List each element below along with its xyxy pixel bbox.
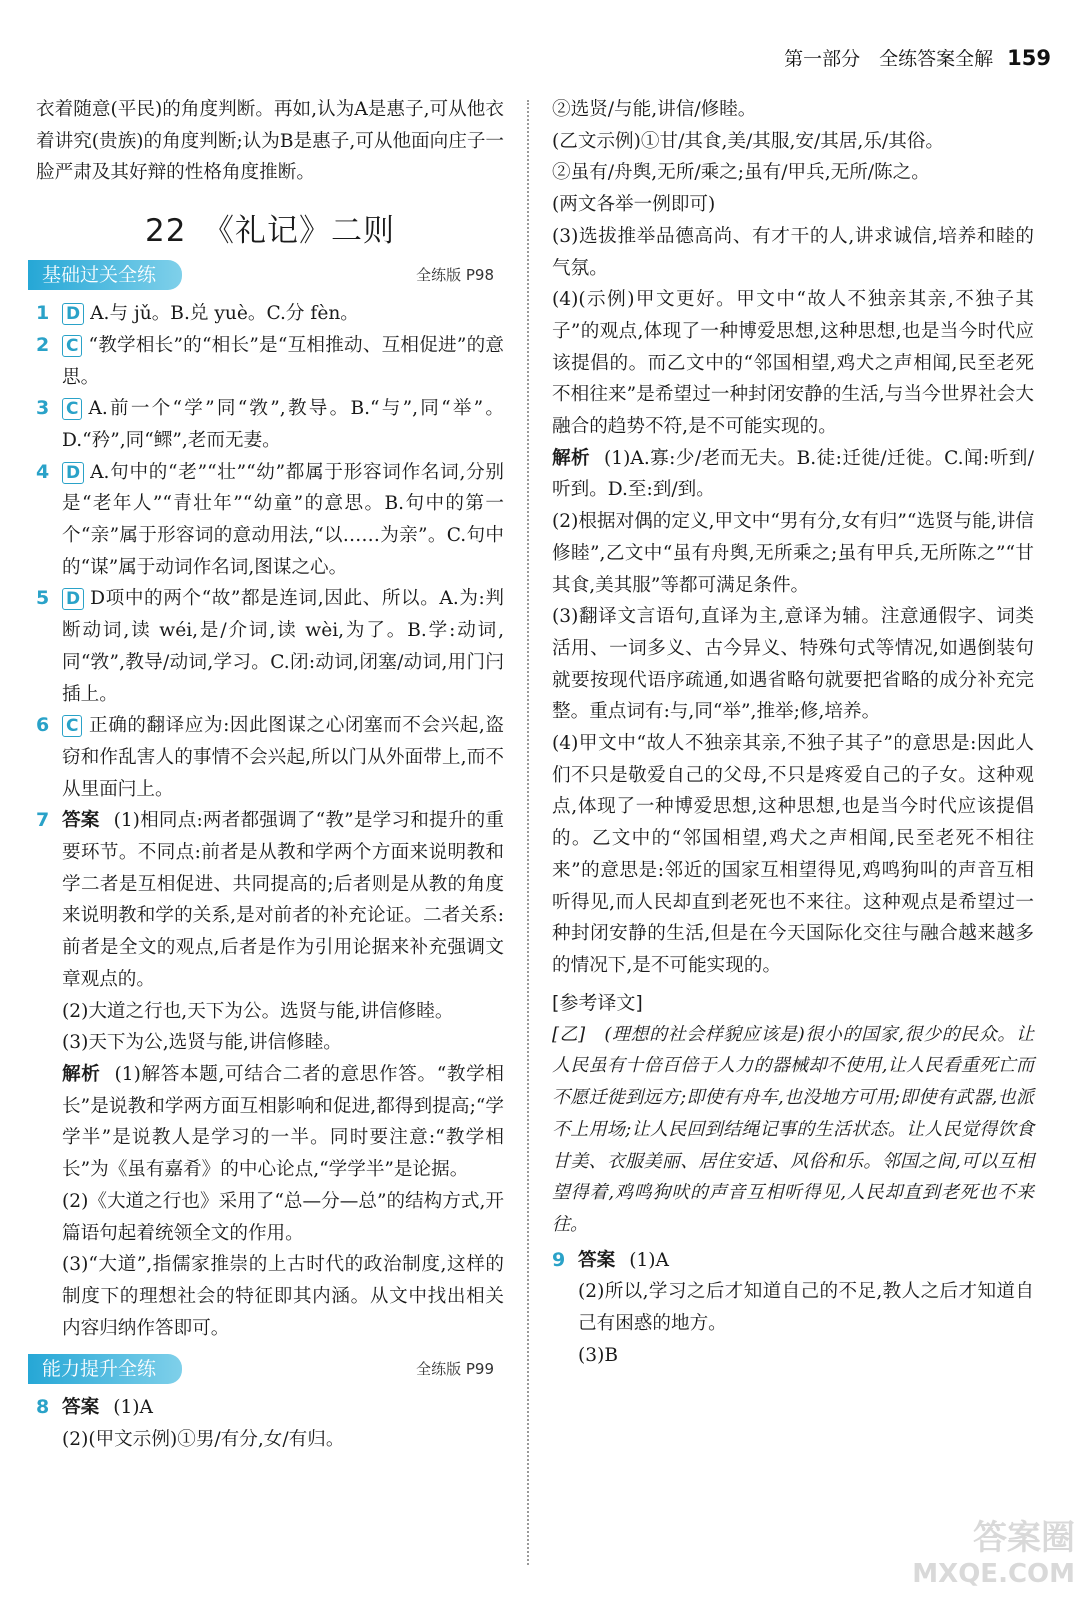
reference-translation-heading: [参考译文] [552,991,643,1014]
analysis-part-1: (1)A.寡:少/老而无夫。B.徒:迁徙/迁徙。C.闻:听到/听到。D.至:到/到。 [552,447,1034,501]
analysis-part-2: (2)《大道之行也》采用了“总—分—总”的结构方式,开篇语句起着统领全文的作用。 [62,1190,504,1244]
reference-translation: [乙] (理想的社会样貌应该是)很小的国家,很少的民众。让人民虽有十倍百倍于人力的器械却不使用,让人民看重死亡而不愿迁徙到远方;即使有舟车,也没地方可用;即使有武器,也派不上用场;让人民回到结绳记事的生活状态。让人民觉得饮食甘美、衣服美丽、居住安适、风俗和乐。邻国之间,可以互相望得着,鸡鸣狗吠的声音互相听得见,人民却直到老死也不来往。 [552,1023,1034,1235]
answer-tag: 答案 [62,810,100,832]
analysis-part-3: (3)“大道”,指儒家推崇的上古时代的政治制度,这样的制度下的理想社会的特征即其内涵。从文中找出相关内容归纳作答即可。 [62,1254,504,1339]
question-text: A.前一个“学”同“敩”,教导。B.“与”,同“举”。D.“矜”,同“鳏”,老而无妻。 [62,398,504,451]
analysis-part-4: (4)甲文中“故人不独亲其亲,不独子其子”的意思是:因此人们不只是敬爱自己的父母,不只是疼爱自己的子女。这种观点,体现了一种博爱思想,这种思想,也是当今时代应该提倡的。乙文中的“邻国相望,鸡犬之声相闻,民至老死不相往来”的意思是:邻近的国家互相望得见,鸡鸣狗叫的声音互相听得见,而人民却直到老死也不来往。这种观点是希望过一种封闭安静的生活,但是在今天国际化交往与融合越来越多的情况下,是不可能实现的。 [552,733,1034,976]
answer-part-3: (3)B [578,1344,619,1366]
answer-badge: D [62,588,84,610]
watermark-line-2: MXQE.COM [912,1559,1075,1589]
question-number: 2 [36,333,50,356]
question-number: 7 [36,809,50,832]
answer-part-1: (1)相同点:两者都强调了“教”是学习和提升的重要环节。不同点:前者是从教和学两个方面来说明教和学二者是互相促进、共同提高的;后者则是从教的角度来说明教和学的关系,是对前者的补充论证。二者关系:前者是全文的观点,后者是作为引用论据来补充强调文章观点的。 [62,810,504,990]
answer-part-2: (2)所以,学习之后才知道自己的不足,教人之后才知道自己有困惑的地方。 [578,1281,1034,1335]
answer-part-2: (2)大道之行也,天下为公。选贤与能,讲信修睦。 [62,1000,454,1022]
analysis-tag: 解析 [552,447,591,469]
right-column [552,94,1034,1371]
section-banner-basic [36,260,504,292]
answer-badge: C [62,398,82,420]
question-4 [36,457,504,584]
question-6 [36,710,504,805]
answer-part-1: (1)A [113,1397,153,1419]
banner-label: 能力提升全练 [28,1354,182,1384]
question-2 [36,330,504,393]
answer-part-1: (1)A [629,1249,669,1271]
answer-line: ②虽有/舟舆,无所/乘之;虽有/甲兵,无所/陈之。 [552,162,930,184]
question-number: 5 [36,587,50,610]
page-header [784,44,1051,71]
question-9 [552,1245,1034,1372]
header-text: 第一部分 全练答案全解 [784,48,994,70]
watermark-line-1: 答案圈 [973,1518,1075,1558]
banner-ref: 全练版 P99 [416,1360,494,1379]
answer-tag: 答案 [62,1397,100,1419]
analysis-part-3: (3)翻译文言语句,直译为主,意译为辅。注意通假字、词类活用、一词多义、古今异义、特殊句式等情况,如遇倒装句就要按现代语序疏通,如遇省略句就要把省略的成分补充完整。重点词有:与,同“举”,推举;修,培养。 [552,606,1034,723]
answer-part-2: (2)(甲文示例)①男/有分,女/有归。 [62,1429,345,1451]
answer-badge: D [62,462,84,484]
column-divider [527,100,529,1565]
answer-badge: D [62,303,84,325]
section-title: 22 《礼记》二则 [145,213,395,250]
page-number: 159 [1007,46,1051,70]
question-text: A.句中的“老”“壮”“幼”都属于形容词作名词,分别是“老年人”“青壮年”“幼童”的意思。B.句中的第一个“亲”属于形容词的意动用法,“以……为亲”。C.句中的“谋”属于动词作名词,图谋之心。 [62,461,504,578]
answer-line: (乙文示例)①甘/其食,美/其服,安/其居,乐/其俗。 [552,130,944,152]
question-text: A.与 jǔ。B.兑 yuè。C.分 fèn。 [90,303,359,325]
answer-line: (两文各举一例即可) [552,194,716,216]
answer-badge: C [62,715,82,737]
intro-paragraph: 衣着随意(平民)的角度判断。再如,认为A是惠子,可从他衣着讲究(贵族)的角度判断;认为B是惠子,可从他面向庄子一脸严肃及其好辩的性格角度推断。 [36,99,505,184]
question-8 [36,1392,504,1455]
question-number: 1 [36,302,50,325]
banner-ref: 全练版 P98 [416,266,494,285]
question-7 [36,805,504,1344]
analysis-part-1: (1)解答本题,可结合二者的意思作答。“教学相长”是说教和学两方面互相影响和促进,都得到提高;“学学半”是说教人是学习的一半。同时要注意:“教学相长”为《虽有嘉肴》的中心论点,“学学半”是论据。 [62,1063,504,1181]
question-text: D项中的两个“故”都是连词,因此、所以。A.为:判断动词,读 wéi,是/介词,读 wèi,为了。B.学:动词,同“敩”,教导/动词,学习。C.闭:动词,闭塞/动词,用门闩插上。 [62,588,504,705]
answer-line: (3)选拔推举品德高尚、有才干的人,讲求诚信,培养和睦的气氛。 [552,225,1034,279]
question-text: “教学相长”的“相长”是“互相推动、互相促进”的意思。 [62,334,504,388]
question-number: 3 [36,397,50,420]
section-banner-advanced [36,1354,504,1386]
question-number: 4 [36,460,50,483]
answer-part-3: (3)天下为公,选贤与能,讲信修睦。 [62,1032,342,1054]
question-number: 9 [552,1248,566,1271]
question-1 [36,298,504,330]
answer-line: ②选贤/与能,讲信/修睦。 [552,99,757,120]
answer-badge: C [62,335,82,357]
question-number: 8 [36,1396,50,1419]
answer-tag: 答案 [578,1249,616,1271]
analysis-tag: 解析 [62,1063,101,1085]
left-column [36,94,504,1456]
question-5 [36,583,504,710]
watermark-logo [912,1520,1075,1592]
analysis-part-2: (2)根据对偶的定义,甲文中“男有分,女有归”“选贤与能,讲信修睦”,乙文中“虽有舟舆,无所乘之;虽有甲兵,无所陈之”“甘其食,美其服”等都可满足条件。 [552,511,1034,596]
question-text: 正确的翻译应为:因此图谋之心闭塞而不会兴起,盗窃和作乱害人的事情不会兴起,所以门从外面带上,而不从里面闩上。 [62,715,504,800]
answer-line: (4)(示例)甲文更好。甲文中“故人不独亲其亲,不独子其子”的观点,体现了一种博爱思想,这种思想,也是当今时代应该提倡的。而乙文中的“邻国相望,鸡犬之声相闻,民至老死不相往来”是希望过一种封闭安静的生活,与当今世界社会大融合的趋势不符,是不可能实现的。 [552,289,1034,438]
banner-label: 基础过关全练 [28,260,182,290]
question-3 [36,393,504,456]
question-number: 6 [36,714,50,737]
